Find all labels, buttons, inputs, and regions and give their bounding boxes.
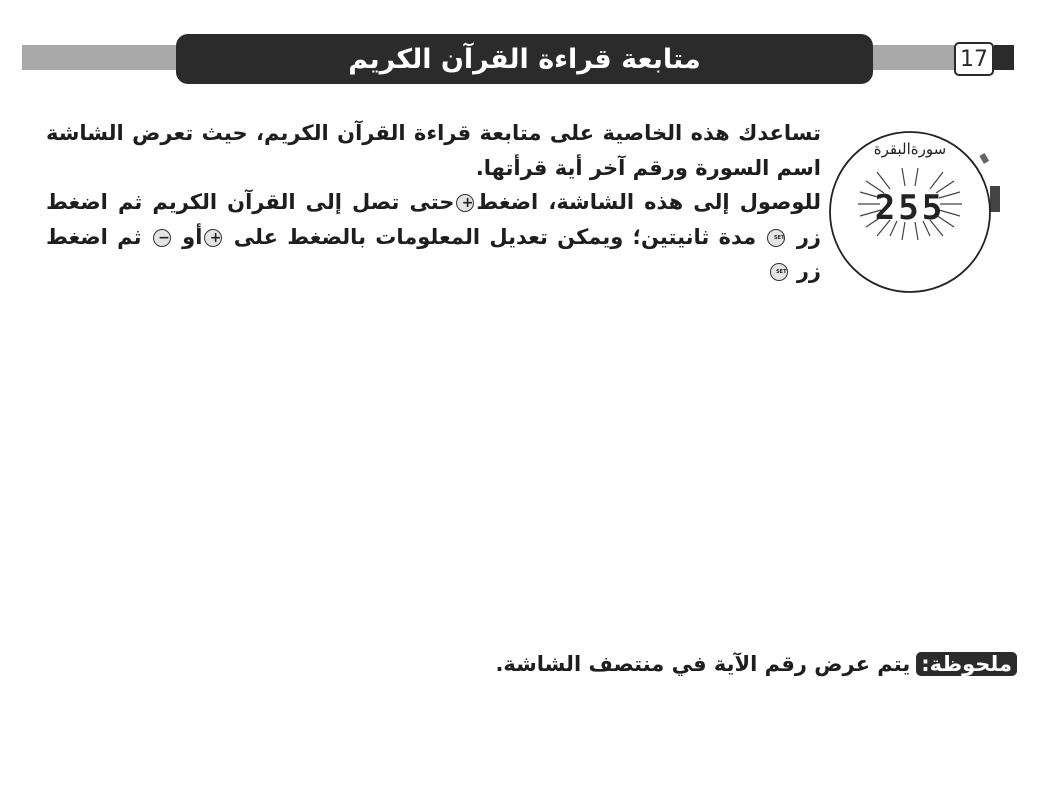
instruction-line-text: الشاشة اسم السورة ورقم آخر أية قرأتها. (46, 121, 821, 180)
note (495, 648, 1017, 680)
instruction-line-text: ثم اضغط زر (46, 224, 821, 283)
instruction-line-text: للوصول إلى هذه الشاشة، اضغط (476, 190, 822, 214)
plus-button-icon: + (204, 229, 222, 247)
plus-button-icon: + (456, 194, 474, 212)
instruction-line-text: على (233, 224, 278, 249)
watch-display-illustration (822, 124, 1002, 304)
note-text: يتم عرض رقم الآية في منتصف الشاشة. (495, 652, 911, 676)
instruction-line (46, 116, 821, 185)
instructions-text (46, 116, 821, 289)
ayah-number-display: 255 (874, 188, 946, 228)
minus-button-icon: − (153, 229, 171, 247)
section-title-text: متابعة قراءة القرآن الكريم (348, 43, 701, 75)
set-button-icon: SET (767, 229, 785, 247)
instruction-line-text: مدة ثانيتين؛ ويمكن تعديل المعلومات بالضغط (287, 224, 757, 249)
set-button-icon: SET (770, 263, 788, 281)
instruction-line-text: أو (182, 224, 203, 249)
header-bar-right (860, 45, 960, 70)
page-number: 17 (954, 42, 994, 76)
header-bar-left (22, 45, 182, 70)
instruction-line (46, 185, 821, 289)
instruction-line-text: اضغط زر (46, 190, 821, 249)
page-number-marker (994, 45, 1014, 70)
surah-name-label: سورةالبقرة (873, 140, 947, 158)
instruction-line-text: حتى تصل إلى القرآن الكريم ثم (117, 190, 455, 214)
instruction-line-text: تساعدك هذه الخاصية على متابعة قراءة القرآن الكريم، حيث تعرض (132, 121, 821, 145)
page-header (0, 34, 1043, 84)
note-label: ملحوظة: (916, 652, 1017, 676)
section-title (176, 34, 873, 84)
watch-side-button (979, 153, 989, 164)
watch-side-button (990, 186, 1000, 212)
